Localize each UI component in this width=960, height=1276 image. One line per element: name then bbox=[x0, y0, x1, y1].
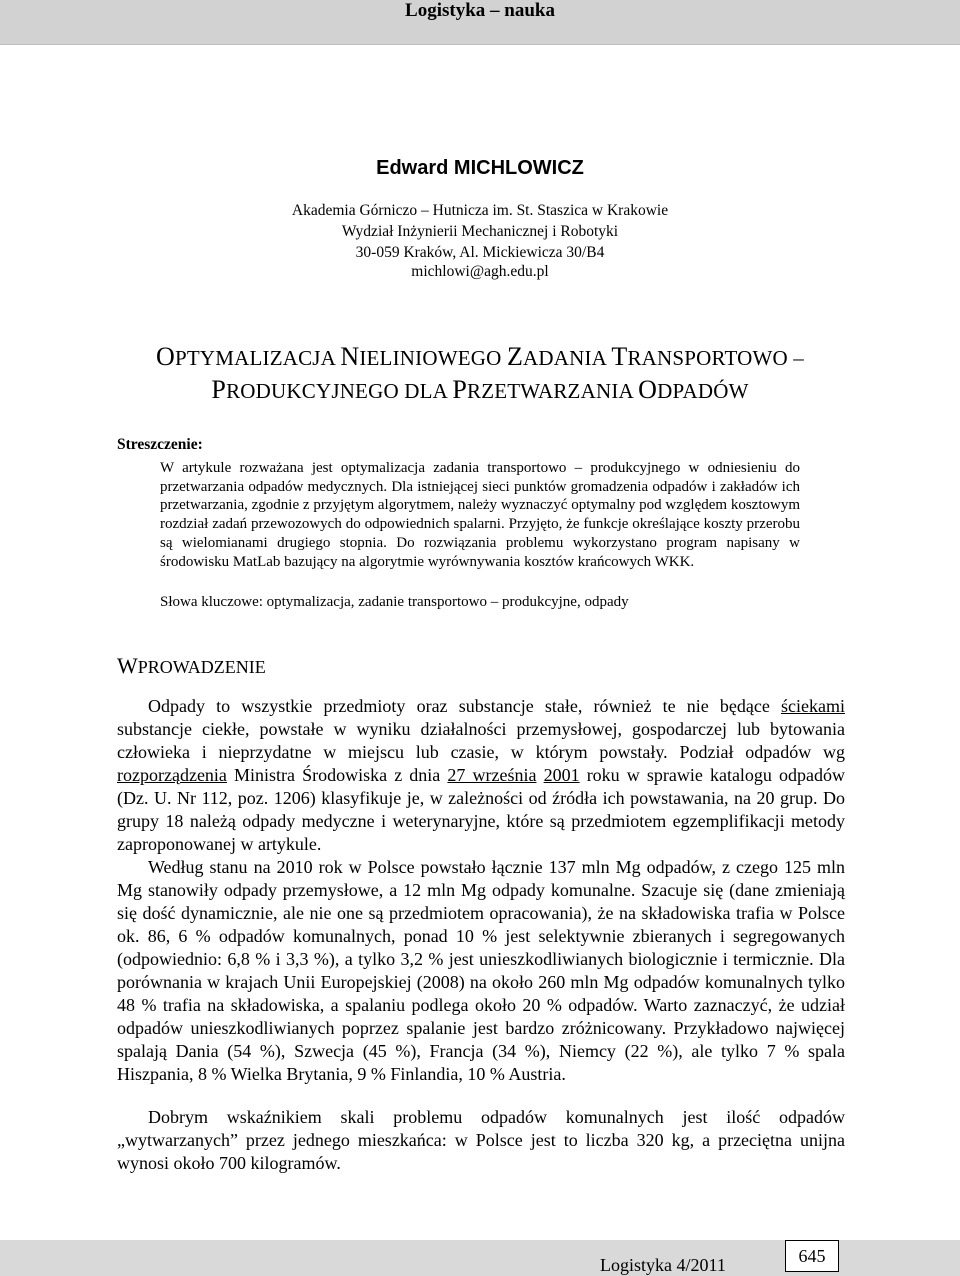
paper-title-line-2: PRODUKCYJNEGO DLA PRZETWARZANIA ODPADÓW bbox=[211, 375, 749, 404]
author-email: michlowi@agh.edu.pl bbox=[411, 263, 549, 280]
footer-journal-issue: Logistyka 4/2011 bbox=[600, 1255, 726, 1275]
paper-title-line-1: OPTYMALIZACJA NIELINIOWEGO ZADANIA TRANSPORTOWO – bbox=[155, 342, 804, 371]
header-band bbox=[0, 0, 960, 45]
paragraph-2: Według stanu na 2010 rok w Polsce powstało łącznie 137 mln Mg odpadów, z czego 125 mln Mg stanowiły odpady przemysłowe, a 12 mln Mg odpady komunalne. Szacuje się (dane zmieniają się dość dynamicznie, ale nie one są przedmiotem opracowania), że na składowiska trafia w Polsce ok. 86, 6 % odpadów komunalnych, ponad 10 % jest selektywnie zbieranych i segregowanych (odpowiednio: 6,8 % i 3,3 %), a tylko 3,2 % jest unieszkodliwianych biologicznie i termicznie. Dla porównania w krajach Unii Europejskiej (2008) na około 260 mln Mg odpadów komunalnych tylko 48 % trafia na składowiska, a spalaniu podlega około 20 % odpadów. Warto zaznaczyć, że udział odpadów unieszkodliwianych poprzez spalanie jest bardzo zróżnicowany. Przykładowo najwięcej spalają Dania (54 %), Szwecja (45 %), Francja (34 %), Niemcy (22 %), ale tylko 7 % spala Hiszpania, 8 % Wielka Brytania, 9 % Finlandia, 10 % Austria. bbox=[117, 857, 845, 1084]
journal-section-title: Logistyka – nauka bbox=[405, 0, 555, 21]
section-heading: WPROWADZENIE bbox=[117, 653, 266, 678]
affiliation-line: 30-059 Kraków, Al. Mickiewicza 30/B4 bbox=[355, 244, 605, 261]
author-name: Edward MICHLOWICZ bbox=[376, 157, 584, 179]
paragraph-3: Dobrym wskaźnikiem skali problemu odpadów komunalnych jest ilość odpadów „wytwarzanych” przez jednego mieszkańca: w Polsce jest to liczba 320 kg, a przeciętna unijna wynosi około 700 kilogramów. bbox=[117, 1107, 845, 1173]
keywords: Słowa kluczowe: optymalizacja, zadanie transportowo – produkcyjne, odpady bbox=[160, 594, 629, 610]
affiliation-line: Wydział Inżynierii Mechanicznej i Robotyki bbox=[341, 223, 619, 240]
page-number: 645 bbox=[785, 1240, 839, 1272]
paragraph-1: Odpady to wszystkie przedmioty oraz substancje stałe, również te nie będące ściekami substancje ciekłe, powstałe w wyniku działalności przemysłowej, gospodarczej lub bytowania człowieka i nieprzydatne w miejscu lub czasie, w którym powstały. Podział odpadów wg rozporządzenia Ministra Środowiska z dnia 27 września 2001 roku w sprawie katalogu odpadów (Dz. U. Nr 112, poz. 1206) klasyfikuje je, w zależności od źródła ich powstawania, na 20 grup. Do grupy 18 należą odpady medyczne i weterynaryjne, które są przedmiotem egzemplifikacji metody zaproponowanej w artykule. bbox=[117, 696, 846, 854]
abstract-label: Streszczenie: bbox=[117, 436, 203, 453]
abstract-text: W artykule rozważana jest optymalizacja zadania transportowo – produkcyjnego w odniesieniu do przetwarzania odpadów medycznych. Dla istniejącej sieci punktów gromadzenia odpadów i zakładów ich przetwarzania, zgodnie z przyjętym algorytmem, należy wyznaczyć optymalny pod względem kosztowym rozdział zadań przewozowych do odpowiednich spalarni. Przyjęto, że funkcje określające koszty przerobu są wielomianami drugiego stopnia. Do rozwiązania problemu wykorzystano program napisany w środowisku MatLab bazujący na algorytmie wyrównywania kosztów krańcowych WKK. bbox=[160, 460, 800, 570]
affiliation-line: Akademia Górniczo – Hutnicza im. St. Staszica w Krakowie bbox=[291, 202, 669, 219]
